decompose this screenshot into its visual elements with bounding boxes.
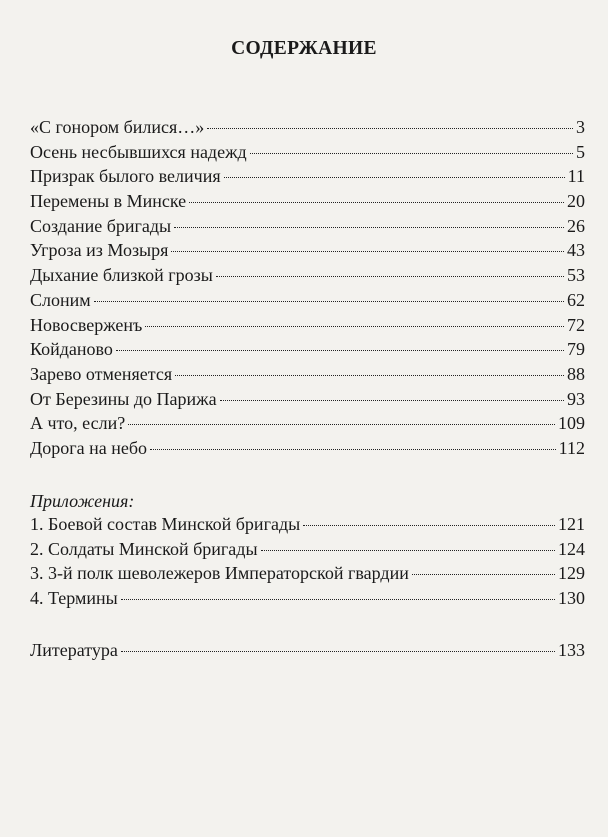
toc-entry-label: Литература xyxy=(30,640,118,660)
page-title: СОДЕРЖАНИЕ xyxy=(231,38,377,59)
toc-entry-label: Дыхание близкой грозы xyxy=(30,265,213,286)
toc-entry-label: Зарево отменяется xyxy=(30,363,173,384)
toc-entry-page: 26 xyxy=(567,215,585,236)
toc-entry-label: «С гонором билися…» xyxy=(30,117,205,137)
toc-entry xyxy=(30,238,585,263)
toc-entry-label: 3. 3-й полк шеволежеров Императорской гвардии xyxy=(30,563,409,584)
toc-entry-label: 2. Солдаты Минской бригады xyxy=(30,538,258,559)
toc-entry-page: 3 xyxy=(576,117,585,137)
toc-entry-page: 62 xyxy=(567,289,585,310)
toc-entry-label: 4. Термины xyxy=(30,588,118,609)
toc-entry-label: Новосверженъ xyxy=(30,314,143,335)
toc-entry xyxy=(30,214,585,239)
dot-leader xyxy=(412,574,555,575)
toc-entry xyxy=(30,561,585,586)
toc-entry xyxy=(30,164,585,189)
dot-leader xyxy=(94,301,564,302)
toc-entry-page: 133 xyxy=(558,640,585,660)
toc-entry xyxy=(30,115,585,140)
toc-entry-label: Перемены в Минске xyxy=(30,191,187,212)
dot-leader xyxy=(145,326,564,327)
appendix-heading: Приложения: xyxy=(30,491,135,511)
dot-leader xyxy=(207,128,573,129)
dot-leader xyxy=(150,449,556,450)
toc-entry-label: От Березины до Парижа xyxy=(30,388,217,409)
toc-entry-page: 20 xyxy=(567,191,585,212)
toc-appendix-list xyxy=(30,512,585,611)
toc-entry-page: 121 xyxy=(558,514,585,534)
toc-entry-page: 93 xyxy=(567,388,585,409)
dot-leader xyxy=(121,651,555,652)
toc-entry-literature xyxy=(30,638,585,663)
toc-entry-label: Слоним xyxy=(30,289,91,310)
dot-leader xyxy=(216,276,564,277)
toc-main-list xyxy=(30,115,585,461)
dot-leader xyxy=(261,550,555,551)
toc-entry-page: 79 xyxy=(567,339,585,360)
toc-entry xyxy=(30,313,585,338)
toc-entry-page: 88 xyxy=(567,363,585,384)
toc-entry xyxy=(30,288,585,313)
toc-entry-label: 1. Боевой состав Минской бригады xyxy=(30,514,301,534)
dot-leader xyxy=(224,177,565,178)
toc-entry-label: Дорога на небо xyxy=(30,437,148,458)
dot-leader xyxy=(116,350,564,351)
toc-entry-page: 124 xyxy=(558,538,585,559)
dot-leader xyxy=(303,525,555,526)
toc-entry xyxy=(30,387,585,412)
toc-entry-page: 129 xyxy=(558,563,585,584)
dot-leader xyxy=(250,153,573,154)
toc-entry-page: 5 xyxy=(576,141,585,162)
dot-leader xyxy=(220,400,564,401)
toc-entry xyxy=(30,537,585,562)
toc-entry-label: Койданово xyxy=(30,339,113,360)
toc-entry-page: 72 xyxy=(567,314,585,335)
dot-leader xyxy=(121,599,555,600)
toc-entry-page: 130 xyxy=(558,588,585,609)
toc-entry-page: 43 xyxy=(567,240,585,261)
toc-entry-page: 112 xyxy=(558,437,585,458)
toc-entry-label: Угроза из Мозыря xyxy=(30,240,169,261)
toc-entry xyxy=(30,411,585,436)
dot-leader xyxy=(128,424,555,425)
toc-entry-page: 109 xyxy=(558,413,585,434)
dot-leader xyxy=(189,202,564,203)
toc-entry-page: 53 xyxy=(567,265,585,286)
toc-entry xyxy=(30,189,585,214)
toc-entry xyxy=(30,512,585,537)
toc-entry xyxy=(30,263,585,288)
dot-leader xyxy=(171,251,564,252)
toc-entry xyxy=(30,362,585,387)
toc-entry xyxy=(30,337,585,362)
toc-entry-label: А что, если? xyxy=(30,413,126,434)
toc-literature-list xyxy=(30,638,585,663)
toc-entry xyxy=(30,140,585,165)
toc-entry-page: 11 xyxy=(567,166,585,187)
toc-entry-label: Создание бригады xyxy=(30,215,172,236)
toc-entry-label: Осень несбывшихся надежд xyxy=(30,141,247,162)
toc-entry xyxy=(30,586,585,611)
dot-leader xyxy=(175,375,564,376)
dot-leader xyxy=(174,227,564,228)
toc-entry-label: Призрак былого величия xyxy=(30,166,221,187)
toc-entry xyxy=(30,436,585,461)
